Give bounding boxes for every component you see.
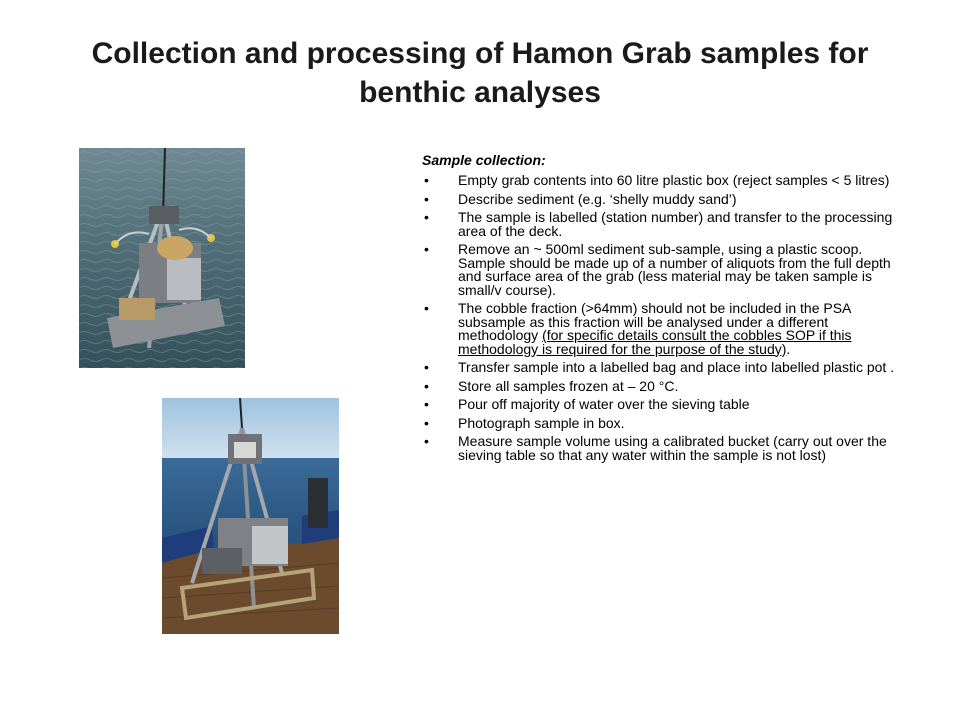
slide-title-line-2: benthic analyses	[359, 76, 601, 109]
list-item-text: The sample is labelled (station number) and transfer to the processing area of the deck.	[458, 209, 893, 239]
list-item-text: Pour off majority of water over the sieving table	[458, 396, 750, 412]
grab-on-deck-photo	[162, 398, 339, 634]
bullet-dot: •	[424, 396, 429, 412]
list-item-text: Describe sediment (e.g. ‘shelly muddy sand’)	[458, 190, 737, 207]
list-item	[422, 243, 902, 297]
cobbles-sop-reference: (for specific details consult the cobbles SOP if this methodology is required for the purpose of the study)	[458, 327, 852, 357]
list-item	[422, 398, 902, 412]
bullet-dot: •	[424, 209, 429, 225]
bullet-dot: •	[424, 377, 429, 394]
bullet-dot: •	[424, 433, 429, 449]
list-item-text-end: .	[786, 340, 791, 357]
bullet-dot: •	[424, 172, 429, 188]
list-item	[422, 190, 902, 207]
grab-in-water-photo	[79, 148, 245, 368]
bullet-list	[422, 174, 902, 462]
bullet-dot: •	[424, 190, 429, 207]
bullet-dot: •	[424, 300, 429, 316]
list-item	[422, 414, 902, 431]
list-item-text: Measure sample volume using a calibrated bucket (carry out over the sieving table so that any water within the sample is not lost)	[458, 433, 887, 463]
list-item-text: Remove an ~ 500ml sediment sub-sample, using a plastic scoop. Sample should be made up of a number of aliquots from the full depth and surface area of the grab (less material may be taken sample is small/v course).	[458, 241, 891, 298]
bullet-dot: •	[424, 241, 429, 257]
bullet-dot: •	[424, 414, 429, 431]
list-item	[422, 435, 902, 462]
slide-title	[40, 34, 920, 112]
list-item	[422, 361, 902, 375]
list-item	[422, 211, 902, 238]
section-heading: Sample collection:	[422, 152, 546, 168]
list-item-text: Store all samples frozen at – 20 °C.	[458, 377, 679, 394]
list-item	[422, 174, 902, 188]
list-item	[422, 302, 902, 356]
sample-collection-section	[422, 152, 902, 467]
list-item-text: Empty grab contents into 60 litre plastic box (reject samples < 5 litres)	[458, 172, 890, 188]
list-item	[422, 377, 902, 394]
bullet-dot: •	[424, 359, 429, 375]
list-item-text: Transfer sample into a labelled bag and place into labelled plastic pot .	[458, 359, 895, 375]
slide-title-line-1: Collection and processing of Hamon Grab samples for	[91, 37, 869, 70]
list-item-text: Photograph sample in box.	[458, 414, 625, 431]
list-item-text: The cobble fraction (>64mm) should not be included in the PSA subsample as this fraction will be analysed under a different methodology	[458, 300, 851, 343]
